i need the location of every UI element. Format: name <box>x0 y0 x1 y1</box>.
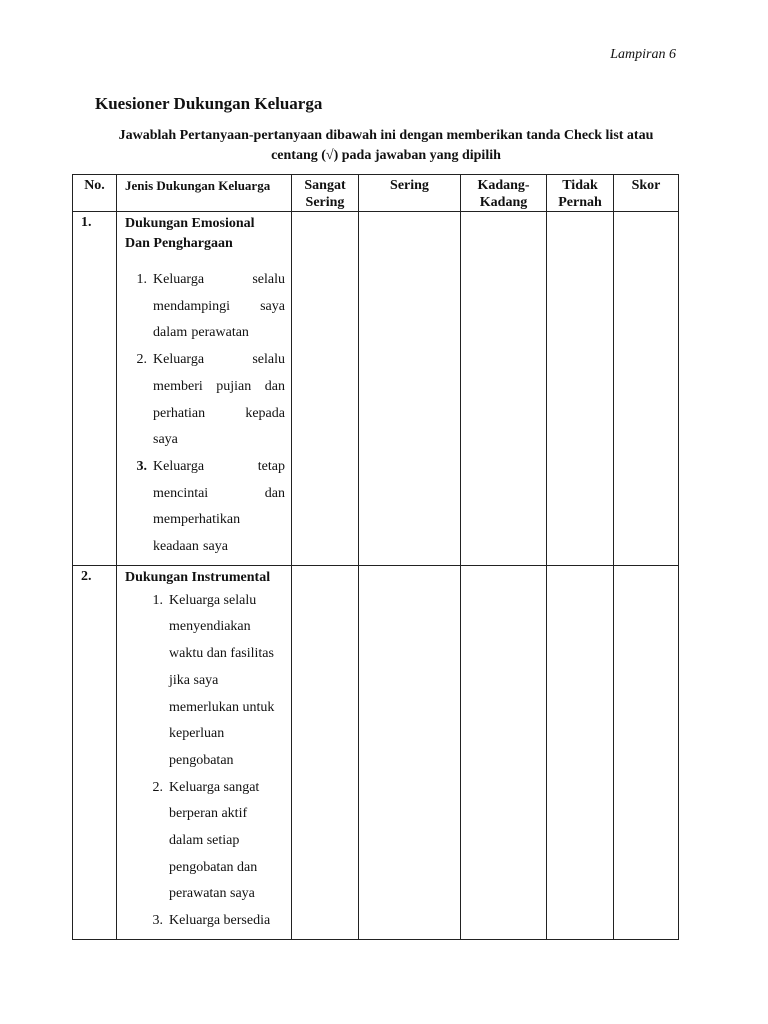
word: selalu <box>252 272 285 287</box>
word: dan <box>264 485 285 501</box>
word: mencintai <box>153 485 209 501</box>
word: saya <box>203 539 228 555</box>
answer-cell-tidak-pernah[interactable] <box>547 212 614 566</box>
word: Keluarga <box>153 272 205 287</box>
section-number: 1. <box>73 212 117 566</box>
item-line <box>153 454 285 481</box>
item-line: perawatan saya <box>169 886 255 902</box>
header-no: No. <box>73 175 117 212</box>
word: saya <box>260 298 285 314</box>
list-item <box>125 347 285 454</box>
header-kadang-kadang <box>461 175 547 212</box>
section-heading <box>125 214 285 254</box>
item-line: Keluarga bersedia <box>169 913 271 929</box>
questionnaire-table <box>72 174 679 940</box>
word: Keluarga <box>153 458 205 474</box>
table-row <box>73 212 679 566</box>
instruction-line-2: centang (√) pada jawaban yang dipilih <box>271 148 501 163</box>
word: memperhatikan <box>153 512 241 528</box>
list-item <box>125 454 285 561</box>
word: Keluarga <box>153 352 205 368</box>
item-line <box>153 374 285 401</box>
list-item <box>125 908 285 935</box>
answer-cell-sering[interactable] <box>359 565 461 939</box>
item-line <box>153 427 285 454</box>
header-kadang-line-1: Kadang- <box>477 178 530 193</box>
item-line <box>153 267 285 294</box>
item-line: pengobatan <box>169 752 234 768</box>
document-title: Kuesioner Dukungan Keluarga <box>95 94 323 113</box>
list-item <box>125 588 285 775</box>
answer-cell-kadang-kadang[interactable] <box>461 565 547 939</box>
section-number: 2. <box>73 565 117 939</box>
word: selalu <box>252 352 285 368</box>
header-sangat-sering-line-1: Sangat <box>304 178 346 193</box>
header-tidak-line-1: Tidak <box>562 178 598 193</box>
item-text <box>153 347 285 454</box>
header-jenis-dukungan: Jenis Dukungan Keluarga <box>117 175 292 212</box>
word: dan <box>264 378 285 394</box>
item-line <box>153 347 285 374</box>
item-line: memerlukan untuk <box>169 699 275 715</box>
word: kepada <box>245 405 285 421</box>
instruction-line-1: Jawablah Pertanyaan-pertanyaan dibawah ini dengan memberikan tanda Check list atau <box>118 128 654 143</box>
item-line: dalam setiap <box>169 833 240 849</box>
header-sering: Sering <box>359 175 461 212</box>
item-line: Keluarga sangat <box>169 779 260 795</box>
section-content <box>117 565 292 939</box>
item-line: jika saya <box>169 672 219 688</box>
table-header-row <box>73 175 679 212</box>
header-skor: Skor <box>614 175 679 212</box>
item-number: 3. <box>152 913 163 929</box>
word: saya <box>153 432 178 448</box>
item-line <box>153 294 285 321</box>
word: perhatian <box>153 405 206 421</box>
item-line: keperluan <box>169 726 225 742</box>
header-sangat-sering-line-2: Sering <box>305 195 345 210</box>
word: keadaan <box>153 539 199 555</box>
score-cell[interactable] <box>614 565 679 939</box>
list-item <box>125 267 285 347</box>
answer-cell-kadang-kadang[interactable] <box>461 212 547 566</box>
item-number: 3. <box>136 458 147 474</box>
item-line <box>153 534 285 561</box>
item-line <box>153 320 285 347</box>
item-number: 1. <box>152 592 163 608</box>
header-tidak-pernah <box>547 175 614 212</box>
answer-cell-sangat-sering[interactable] <box>292 565 359 939</box>
item-line: berperan aktif <box>169 806 248 822</box>
item-line <box>153 481 285 508</box>
item-text <box>169 908 285 935</box>
item-text <box>153 454 285 561</box>
word: pujian <box>216 378 252 394</box>
word: tetap <box>257 458 285 474</box>
word: dalam <box>153 325 188 341</box>
item-line <box>153 401 285 428</box>
word: memberi <box>153 378 203 394</box>
section-content <box>117 212 292 566</box>
question-list <box>125 588 285 935</box>
item-line: waktu dan fasilitas <box>169 646 274 662</box>
section-heading <box>125 568 285 588</box>
answer-cell-tidak-pernah[interactable] <box>547 565 614 939</box>
answer-cell-sering[interactable] <box>359 212 461 566</box>
item-number: 2. <box>136 352 147 368</box>
header-kadang-line-2: Kadang <box>479 195 528 210</box>
word: perawatan <box>191 325 249 341</box>
item-line: menyendiakan <box>169 619 251 635</box>
question-list <box>125 267 285 561</box>
section-heading-line-1: Dukungan Instrumental <box>125 569 271 585</box>
item-text <box>169 775 285 909</box>
item-text <box>153 267 285 347</box>
table-row <box>73 565 679 939</box>
score-cell[interactable] <box>614 212 679 566</box>
header-sangat-sering <box>292 175 359 212</box>
word: mendampingi <box>153 298 230 314</box>
item-line: pengobatan dan <box>169 859 258 875</box>
list-item <box>125 775 285 909</box>
section-heading-line-1: Dukungan Emosional <box>125 216 255 231</box>
item-line <box>153 507 285 534</box>
item-line: Keluarga selalu <box>169 592 257 608</box>
instruction-text <box>80 126 692 166</box>
appendix-label: Lampiran 6 <box>610 47 676 62</box>
header-tidak-line-2: Pernah <box>558 195 602 210</box>
item-number: 1. <box>136 272 147 287</box>
item-text <box>169 588 285 775</box>
section-heading-line-2: Dan Penghargaan <box>125 236 233 251</box>
answer-cell-sangat-sering[interactable] <box>292 212 359 566</box>
item-number: 2. <box>152 779 163 795</box>
